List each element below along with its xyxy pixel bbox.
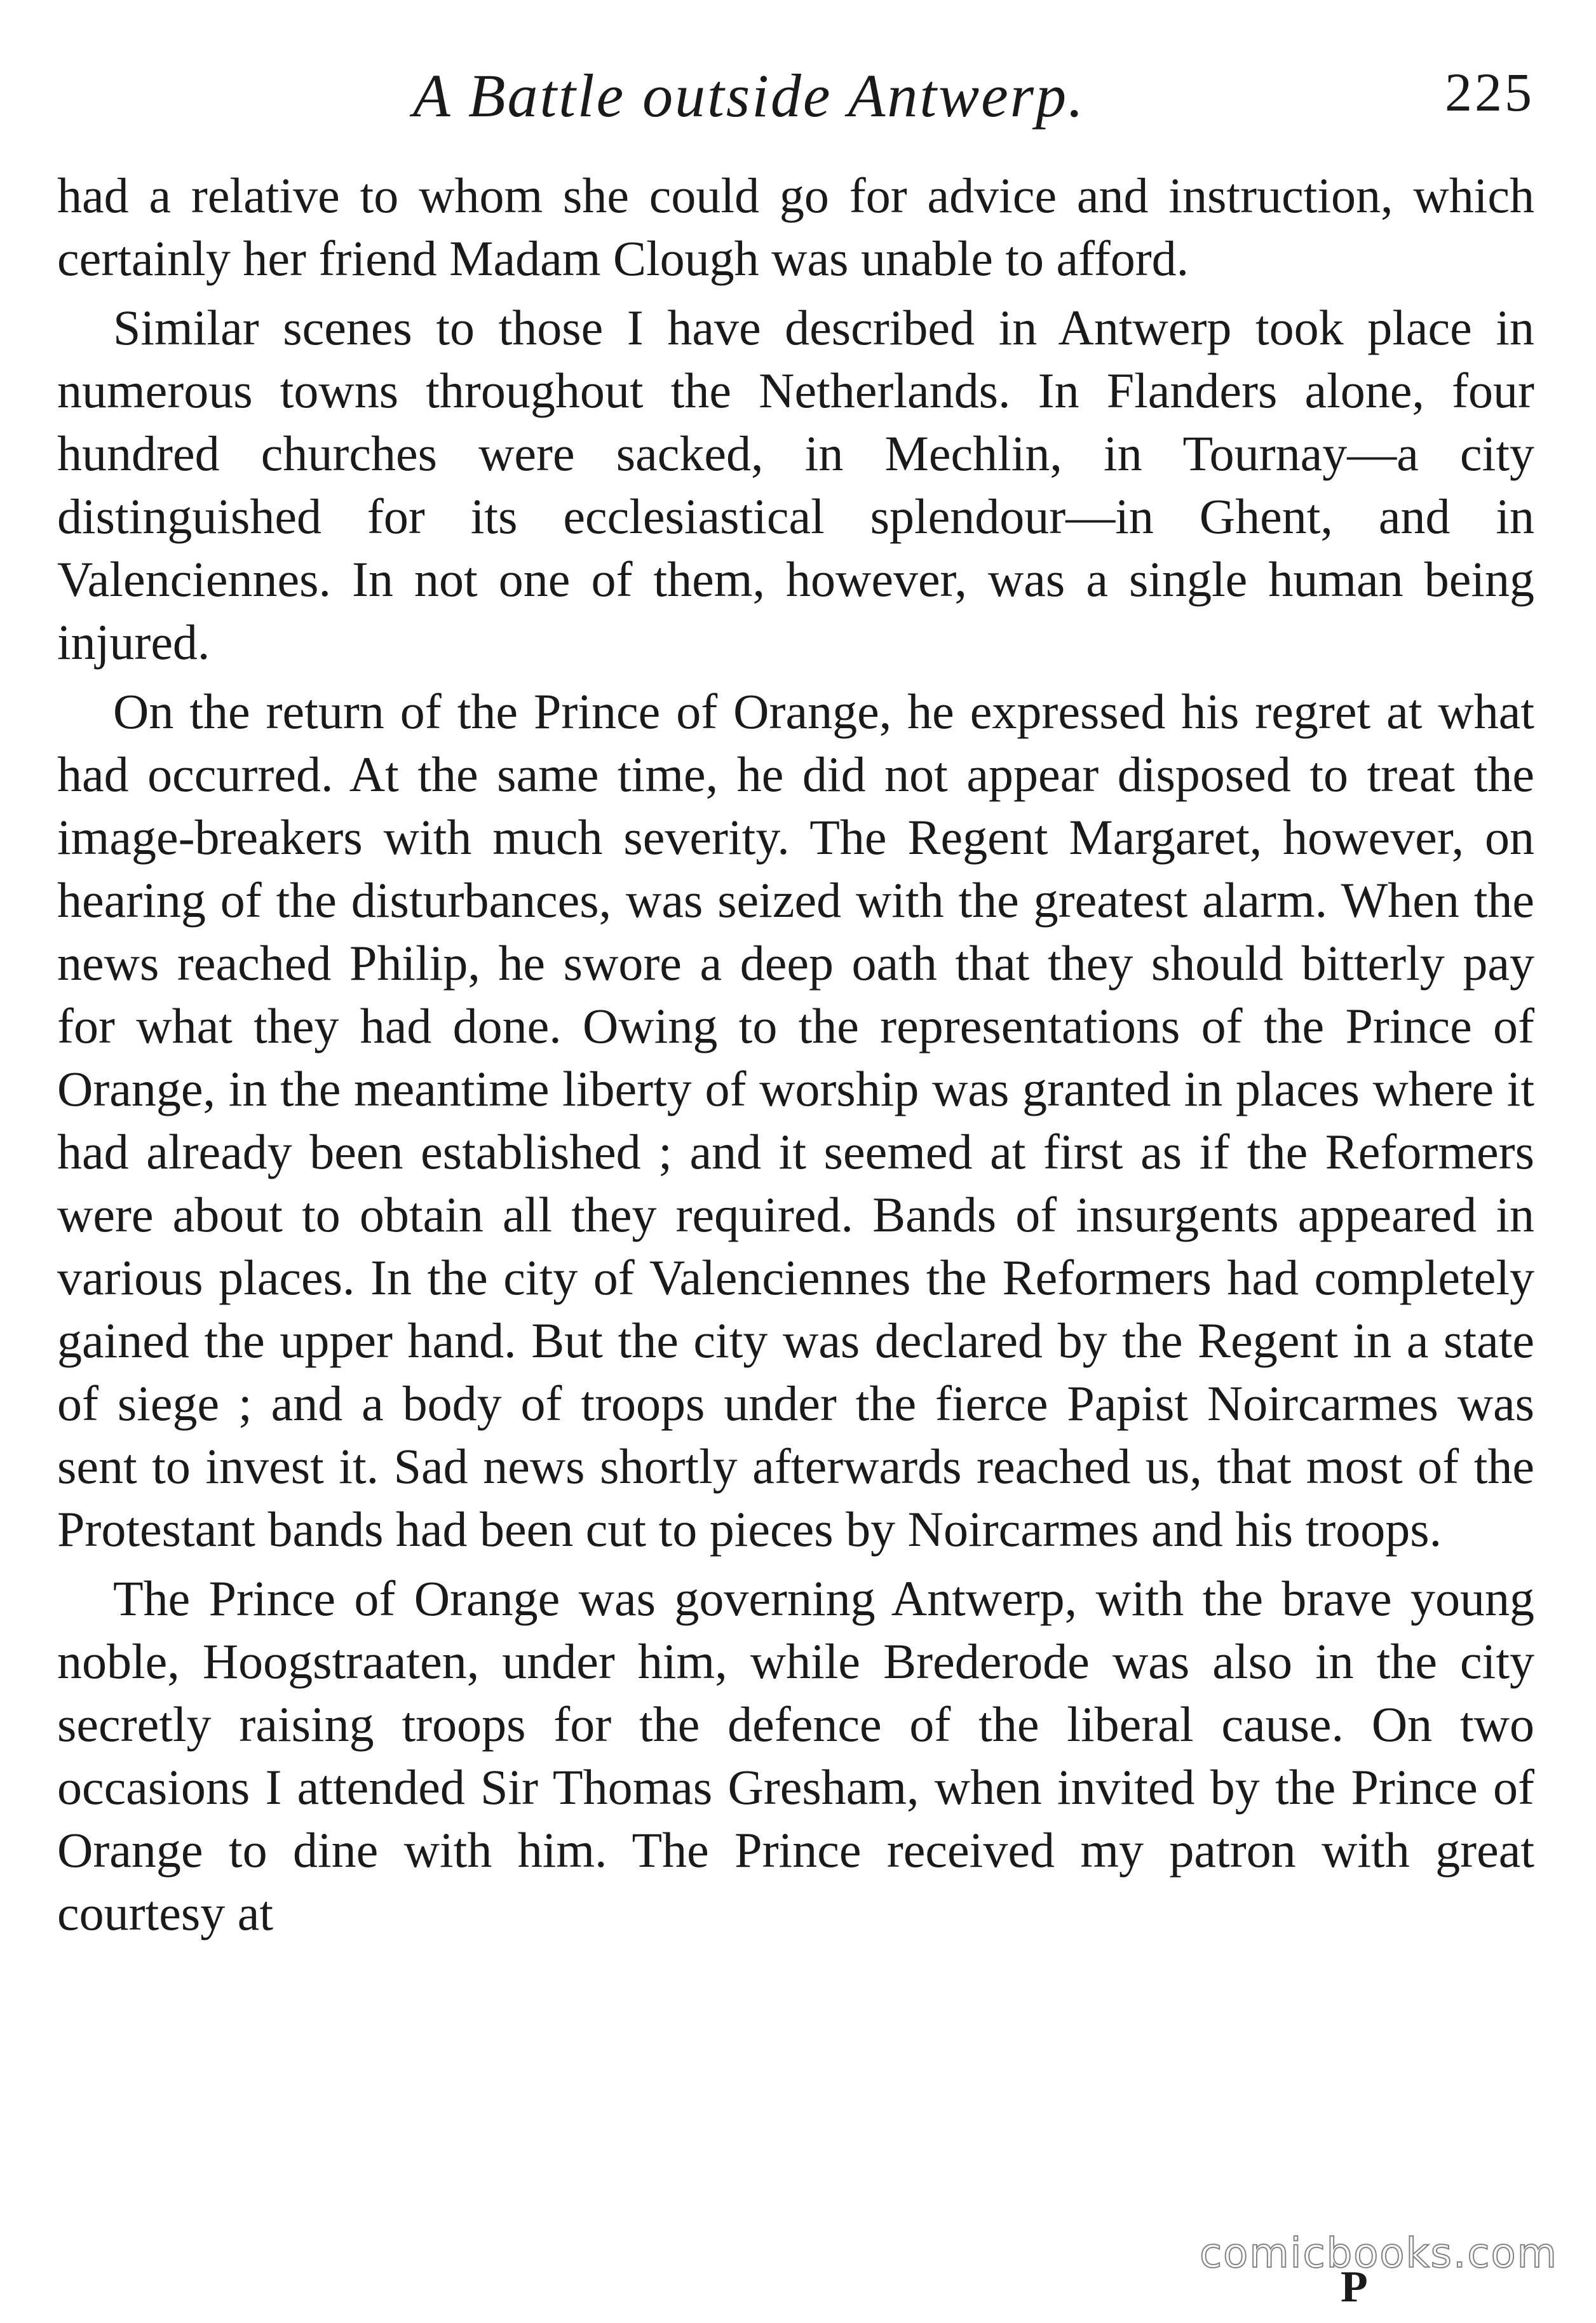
- page-number: 225: [1445, 62, 1534, 123]
- paragraph-continued: had a relative to whom she could go for advice and instruction, which certainly her friend Madam Clough was unable to afford.: [57, 168, 1534, 286]
- signature-mark: P: [1341, 2263, 1368, 2312]
- paragraph: Similar scenes to those I have described in Antwerp took place in numerous towns throughout the Netherlands. In Flanders alone, four hundred churches were sacked, in Mechlin, in Tournay—a city distinguished for its ecclesiastical splendour—in Ghent, and in Valenciennes. In not one of them, however, was a single human being injured.: [57, 300, 1534, 670]
- running-title: A Battle outside Antwerp.: [413, 62, 1086, 130]
- body-text: [57, 164, 1534, 1951]
- paragraph: On the return of the Prince of Orange, he expressed his regret at what had occurred. At the same time, he did not appear disposed to treat the image-breakers with much severity. The Regent Margaret, however, on hearing of the disturbances, was seized with the greatest alarm. When the news reached Philip, he swore a deep oath that they should bitterly pay for what they had done. Owing to the representations of the Prince of Orange, in the meantime liberty of worship was granted in places where it had already been established ; and it seemed at first as if the Reformers were about to obtain all they required. Bands of insurgents appeared in various places. In the city of Valenciennes the Reformers had completely gained the upper hand. But the city was declared by the Regent in a state of siege ; and a body of troops under the fierce Papist Noircarmes was sent to invest it. Sad news shortly afterwards reached us, that most of the Protestant bands had been cut to pieces by Noircarmes and his troops.: [57, 684, 1534, 1557]
- running-head: [57, 60, 1534, 137]
- paragraph: The Prince of Orange was governing Antwerp, with the brave young noble, Hoogstraaten, under him, while Brederode was also in the city secretly raising troops for the defence of the liberal cause. On two occasions I attended Sir Thomas Gresham, when invited by the Prince of Orange to dine with him. The Prince received my patron with great courtesy at: [57, 1571, 1534, 1940]
- watermark: comicbooks.com: [1199, 2230, 1558, 2277]
